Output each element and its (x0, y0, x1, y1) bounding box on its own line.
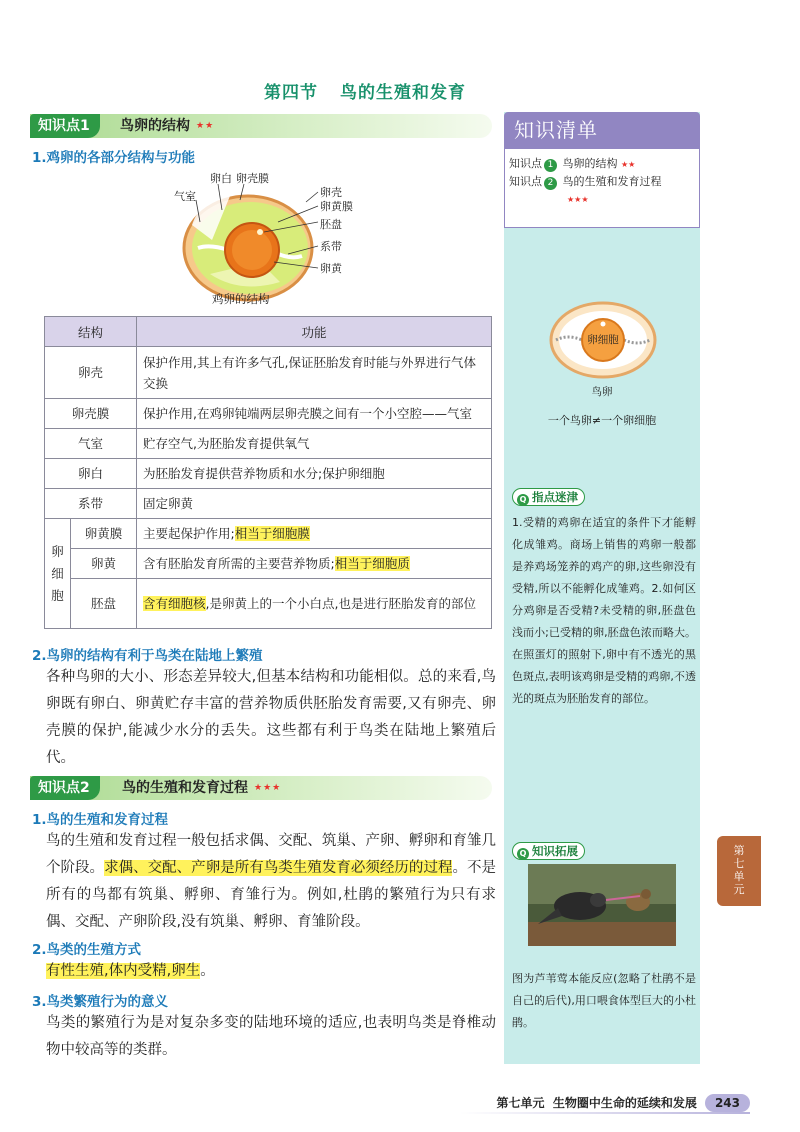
row-name: 卵黄 (71, 549, 137, 579)
table-row (45, 399, 492, 429)
group-label-char: 卵 (51, 543, 64, 559)
table-row (45, 459, 492, 489)
label-air-chamber: 气室 (174, 190, 196, 203)
footer (497, 1094, 750, 1112)
extension-tag-label: 知识拓展 (532, 844, 578, 858)
kp2-stars: ★★★ (254, 783, 282, 793)
row-function (137, 519, 492, 549)
extension-tag (512, 842, 585, 860)
func-text: 主要起保护作用; (143, 526, 235, 541)
sidebar-knowledge-list (504, 148, 700, 228)
item-number: 2 (544, 177, 557, 190)
func-highlight: 相当于细胞膜 (234, 526, 310, 541)
row-function: 保护作用,在鸡卵钝端两层卵壳膜之间有一个小空腔——气室 (137, 399, 492, 429)
unit-side-tab (717, 836, 761, 906)
func-text: ,是卵黄上的一个小白点,也是进行胚胎发育的部位 (205, 596, 476, 611)
kp1-paragraph-2: 各种鸟卵的大小、形态差异较大,但基本结构和功能相似。总的来看,鸟卵既有卵白、卵黄贮存丰富的营养物质供胚胎发育需要,又有卵壳、卵壳膜的保护,能减少水分的丢失。这些都有利于鸟类在陆地上繁殖后代。 (46, 669, 496, 766)
kp2-para2-end: 。 (200, 963, 215, 979)
item-label: 鸟卵的结构 (562, 157, 618, 170)
kp2-para1-highlight: 求偶、交配、产卵是所有鸟类生殖发育必须经历的过程 (104, 860, 453, 876)
unit-tab-char: 七 (733, 857, 745, 870)
unit-tab-char: 单 (733, 870, 745, 883)
extension-icon: Q (517, 848, 529, 860)
egg-structure-table (44, 316, 492, 629)
sidebar-egg-inner-label: 卵细胞 (587, 334, 619, 346)
kp1-title-text: 鸟卵的结构 (120, 118, 190, 134)
footer-divider (460, 1112, 750, 1114)
item-label: 鸟的生殖和发育过程 (562, 175, 662, 188)
tips-tag (512, 488, 585, 506)
sidebar-item (509, 173, 695, 190)
row-name: 卵黄膜 (71, 519, 137, 549)
extension-text: 图为芦苇莺本能反应(忽略了杜鹃不是自己的后代),用口喂食体型巨大的小杜鹃。 (512, 972, 696, 1029)
row-function: 保护作用,其上有许多气孔,保证胚胎发育时能与外界进行气体交换 (137, 347, 492, 399)
kp1-title (120, 114, 214, 138)
tips-icon: Q (517, 494, 529, 506)
row-name: 卵白 (45, 459, 137, 489)
kp2-para1-text: 鸟的生殖和发育过程一般包括求偶、交配、筑巢、产卵、孵卵和育雏几个阶段。 (46, 833, 496, 876)
kp2-paragraph-1 (46, 828, 496, 936)
item-prefix: 知识点 (509, 175, 542, 188)
kp1-tag: 知识点1 (30, 114, 100, 138)
kp1-bar (30, 114, 492, 138)
label-egg-white: 卵白 (210, 172, 232, 185)
row-name: 系带 (45, 489, 137, 519)
kp2-bar (30, 776, 492, 800)
item-stars: ★★★ (567, 195, 589, 204)
sidebar-egg-diagram (548, 300, 658, 380)
tips-text: 1.受精的鸡卵在适宜的条件下才能孵化成雏鸡。商场上销售的鸡卵一般都是养鸡场笼养的鸡产的卵,这些卵没有受精,所以不能孵化成雏鸡。2.如何区分鸡卵是否受精?未受精的卵,胚盘色浅而小;已受精的卵,胚盘色浓而略大。在照蛋灯的照射下,卵中有不透光的黑色斑点,表明该鸡卵是受精的鸡卵,不透光的斑点为胚胎发育的部位。 (512, 516, 696, 705)
header-function: 功能 (137, 317, 492, 347)
sidebar-egg-equation: 一个鸟卵≠一个卵细胞 (547, 414, 657, 427)
row-function: 为胚胎发育提供营养物质和水分;保护卵细胞 (137, 459, 492, 489)
item-stars: ★★ (621, 160, 636, 169)
sidebar-item-stars-row (509, 190, 695, 208)
unit-tab-char: 元 (733, 883, 745, 896)
label-yolk: 卵黄 (320, 262, 342, 275)
kp2-paragraph-2 (46, 958, 496, 985)
kp1-subheading-2: 2.鸟卵的结构有利于鸟类在陆地上繁殖 (32, 648, 263, 664)
group-label (47, 541, 68, 607)
tips-tag-label: 指点迷津 (532, 490, 578, 504)
func-highlight: 相当于细胞质 (334, 556, 410, 571)
section-name: 鸟的生殖和发育 (340, 83, 466, 103)
footer-title: 生物圈中生命的延续和发展 (552, 1096, 697, 1110)
kp2-tag: 知识点2 (30, 776, 100, 800)
func-text: 含有胚胎发育所需的主要营养物质; (143, 556, 335, 571)
row-function: 贮存空气,为胚胎发育提供氧气 (137, 429, 492, 459)
table-row (45, 429, 492, 459)
row-name: 胚盘 (71, 579, 137, 629)
section-number: 第四节 (264, 83, 318, 103)
egg-diagram (170, 170, 370, 310)
kp2-para1-text-end: 。不是所有的鸟都有筑巢、孵卵、育雏行为。例如,杜鹃的繁殖行为只有求偶、交配、产卵阶段,没有筑巢、孵卵、育雏阶段。 (46, 860, 497, 930)
label-germinal-disc: 胚盘 (320, 218, 342, 231)
label-chalaza: 系带 (320, 240, 342, 253)
func-highlight: 含有细胞核 (143, 596, 206, 611)
label-shell-membrane: 卵壳膜 (236, 172, 269, 185)
label-shell: 卵壳 (320, 186, 342, 199)
label-yolk-membrane: 卵黄膜 (320, 200, 353, 213)
kp2-subheading-3: 3.鸟类繁殖行为的意义 (32, 994, 169, 1010)
page-number: 243 (705, 1094, 750, 1112)
kp2-subheading-2: 2.鸟类的生殖方式 (32, 942, 142, 958)
item-prefix: 知识点 (509, 157, 542, 170)
sidebar-item (509, 155, 695, 173)
kp2-para2-highlight: 有性生殖,体内受精,卵生 (46, 963, 201, 979)
page-title (0, 78, 730, 103)
row-function (137, 579, 492, 629)
row-name: 卵壳 (45, 347, 137, 399)
kp2-title-text: 鸟的生殖和发育过程 (122, 780, 248, 796)
table-row (45, 549, 492, 579)
table-row (45, 347, 492, 399)
item-number: 1 (544, 159, 557, 172)
table-row (45, 489, 492, 519)
table-header-row (45, 317, 492, 347)
kp1-stars: ★★ (196, 121, 215, 131)
kp2-subheading-1: 1.鸟的生殖和发育过程 (32, 812, 169, 828)
unit-tab-char: 第 (733, 844, 745, 857)
group-label-char: 细 (51, 565, 64, 581)
header-structure: 结构 (45, 317, 137, 347)
kp2-title (122, 776, 281, 800)
row-function: 固定卵黄 (137, 489, 492, 519)
kp2-paragraph-3: 鸟类的繁殖行为是对复杂多变的陆地环境的适应,也表明鸟类是脊椎动物中较高等的类群。 (46, 1015, 496, 1058)
row-function (137, 549, 492, 579)
group-egg-cell (45, 519, 71, 629)
cuckoo-photo (528, 864, 676, 946)
table-row (45, 519, 492, 549)
table-row (45, 579, 492, 629)
egg-caption: 鸡卵的结构 (212, 292, 270, 306)
sidebar-egg-caption: 鸟卵 (591, 386, 613, 398)
cuckoo-photo-image (528, 864, 676, 946)
kp1-subheading-1: 1.鸡卵的各部分结构与功能 (32, 150, 196, 166)
row-name: 卵壳膜 (45, 399, 137, 429)
sidebar (504, 112, 700, 1064)
sidebar-title: 知识清单 (504, 112, 700, 148)
group-label-char: 胞 (51, 587, 64, 603)
footer-unit: 第七单元 (496, 1096, 545, 1110)
row-name: 气室 (45, 429, 137, 459)
